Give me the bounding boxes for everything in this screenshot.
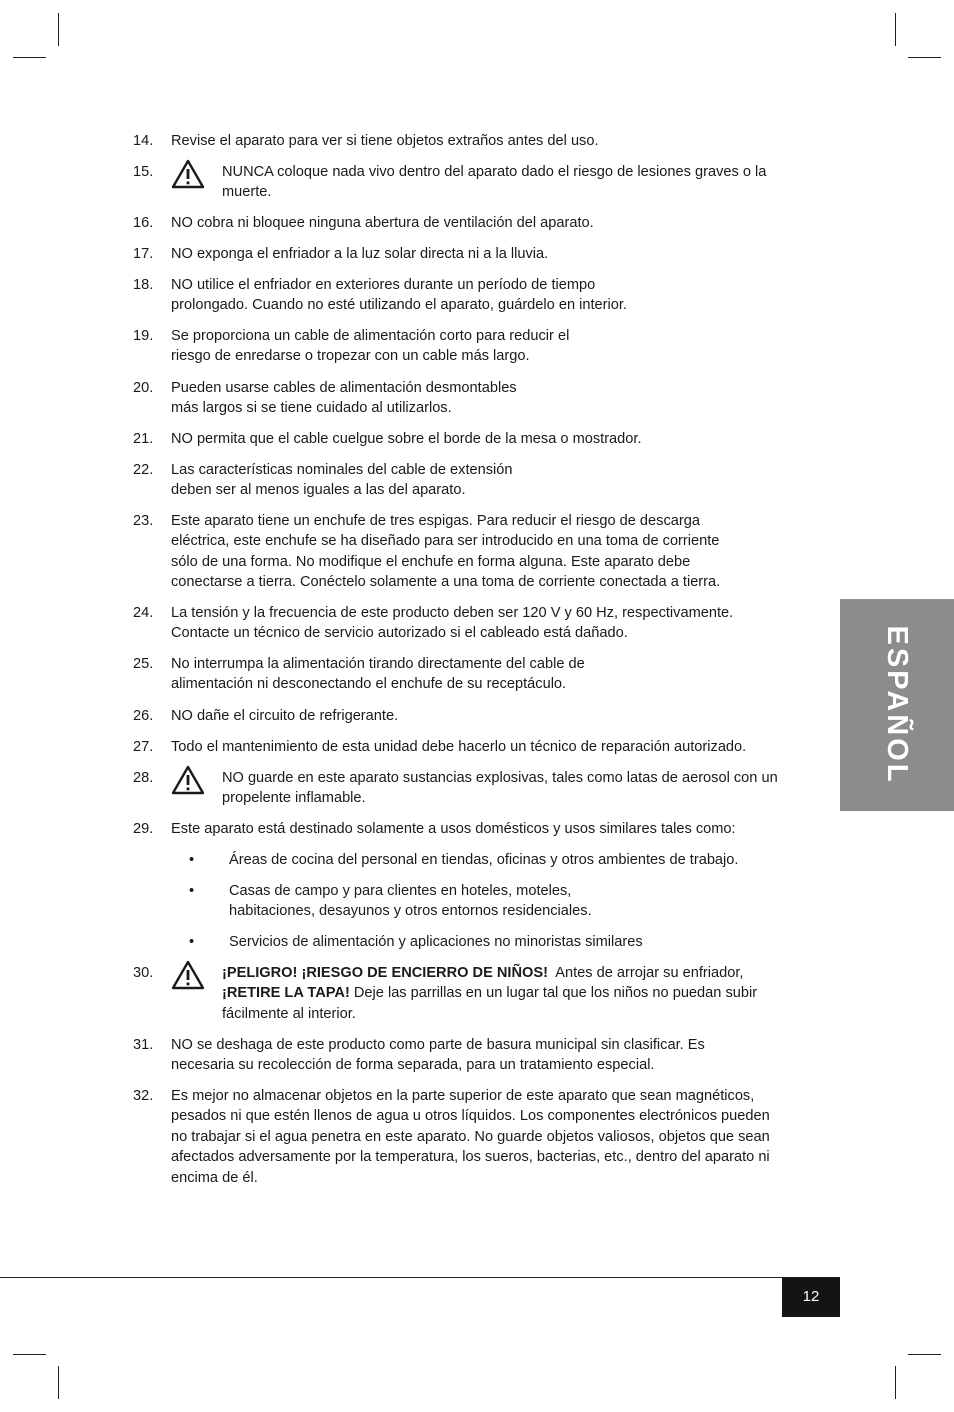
item-line: propelente inflamable. (222, 790, 366, 807)
item-line: sólo de una forma. No modifique el enchufe en forma alguna. Este aparato debe (171, 553, 691, 570)
item-text (171, 378, 831, 419)
item-line: NO permita que el cable cuelgue sobre el borde de la mesa o mostrador. (171, 431, 642, 447)
item-line: riesgo de enredarse o tropezar con un cable más largo. (171, 348, 530, 365)
item-number: 26. (133, 708, 154, 724)
item-number: 29. (133, 821, 154, 837)
item-text-segment: Antes de arrojar su enfriador, (547, 965, 744, 981)
bullet-line: Servicios de alimentación y aplicaciones no minoristas similares (229, 934, 643, 950)
item-number: 28. (133, 770, 154, 786)
item-line: La tensión y la frecuencia de este producto deben ser 120 V y 60 Hz, respectivamente. (171, 605, 734, 621)
item-line: prolongado. Cuando no esté utilizando el aparato, guárdelo en interior. (171, 297, 627, 314)
item-number: 23. (133, 513, 154, 529)
item-text (171, 1035, 831, 1076)
bullet-line: Áreas de cocina del personal en tiendas, oficinas y otros ambientes de trabajo. (229, 852, 739, 868)
item-line: deben ser al menos iguales a las del aparato. (171, 482, 466, 499)
item-line: alimentación ni desconectando el enchufe de su receptáculo. (171, 676, 567, 693)
item-line: Las características nominales del cable de extensión (171, 462, 513, 478)
item-number: 31. (133, 1037, 154, 1053)
item-line: NO dañe el circuito de refrigerante. (171, 708, 399, 724)
bullet-icon: • (189, 934, 195, 950)
bullet-text (229, 881, 829, 922)
item-line: fácilmente al interior. (222, 1005, 356, 1022)
remove-lid-warning: ¡RETIRE LA TAPA! (222, 985, 350, 1002)
item-text-segment: Deje las parrillas en un lugar tal que los niños no puedan subir (349, 985, 758, 1002)
item-line: NO exponga el enfriador a la luz solar directa ni a la lluvia. (171, 246, 549, 262)
crop-mark (13, 57, 46, 58)
item-number: 32. (133, 1088, 154, 1104)
item-text (171, 603, 831, 644)
item-line: NUNCA coloque nada vivo dentro del aparato dado el riesgo de lesiones graves o la (222, 164, 767, 180)
item-number: 16. (133, 215, 154, 231)
crop-mark (908, 1354, 941, 1355)
item-line (222, 963, 832, 983)
language-label: ESPAÑOL (881, 625, 914, 785)
bullet-icon: • (189, 852, 195, 868)
item-text (171, 460, 831, 501)
item-text (171, 429, 831, 449)
item-line: pesados ni que estén llenos de agua u otros líquidos. Los componentes electrónicos pueden (171, 1108, 770, 1125)
item-text (171, 737, 831, 757)
language-side-tab (840, 599, 954, 811)
item-line (222, 983, 832, 1003)
item-text (171, 654, 831, 695)
item-line: Contacte un técnico de servicio autorizado si el cableado está dañado. (171, 625, 628, 642)
danger-heading: ¡PELIGRO! ¡RIESGO DE ENCIERRO DE NIÑOS! (222, 965, 548, 981)
item-line: Se proporciona un cable de alimentación corto para reducir el (171, 328, 570, 344)
item-line: No interrumpa la alimentación tirando directamente del cable de (171, 656, 585, 672)
crop-mark (895, 1366, 896, 1399)
bullet-text (229, 850, 829, 870)
item-text (171, 706, 831, 726)
item-line: conectarse a tierra. Conéctelo solamente a una toma de corriente conectada a tierra. (171, 574, 721, 591)
item-text (171, 244, 831, 264)
item-text (171, 1086, 831, 1188)
bullet-text (229, 932, 829, 952)
crop-mark (58, 13, 59, 46)
item-line: eléctrica, este enchufe se ha diseñado para ser introducido en una toma de corriente (171, 533, 720, 550)
warning-triangle-icon (171, 159, 205, 189)
item-line: NO utilice el enfriador en exteriores durante un período de tiempo (171, 277, 596, 293)
bullet-icon: • (189, 883, 195, 899)
footer-rule (0, 1277, 840, 1278)
item-number: 22. (133, 462, 154, 478)
item-line: afectados adversamente por la temperatura, los sueros, bacterias, etc., dentro del aparato ni (171, 1149, 770, 1166)
item-line: Este aparato está destinado solamente a usos domésticos y usos similares tales como: (171, 821, 736, 837)
item-line: NO guarde en este aparato sustancias explosivas, tales como latas de aerosol con un (222, 770, 778, 786)
bullet-line: Casas de campo y para clientes en hoteles, moteles, (229, 883, 572, 899)
item-text (171, 819, 831, 839)
item-number: 27. (133, 739, 154, 755)
warning-triangle-icon (171, 765, 205, 795)
item-line: Es mejor no almacenar objetos en la parte superior de este aparato que sean magnéticos, (171, 1088, 755, 1104)
item-number: 24. (133, 605, 154, 621)
item-number: 18. (133, 277, 154, 293)
item-line: más largos si se tiene cuidado al utilizarlos. (171, 400, 452, 417)
item-number: 25. (133, 656, 154, 672)
item-text (171, 131, 831, 151)
item-text (171, 326, 831, 367)
item-text (171, 511, 831, 593)
item-line: Revise el aparato para ver si tiene objetos extraños antes del uso. (171, 133, 599, 149)
item-line: NO se deshaga de este producto como parte de basura municipal sin clasificar. Es (171, 1037, 705, 1053)
item-number: 14. (133, 133, 154, 149)
item-number: 17. (133, 246, 154, 262)
item-number: 20. (133, 380, 154, 396)
item-number: 21. (133, 431, 154, 447)
crop-mark (58, 1366, 59, 1399)
warning-triangle-icon (171, 960, 205, 990)
item-line: Este aparato tiene un enchufe de tres espigas. Para reducir el riesgo de descarga (171, 513, 700, 529)
item-number: 19. (133, 328, 154, 344)
crop-mark (895, 13, 896, 46)
item-line: muerte. (222, 184, 272, 201)
page-number: 12 (782, 1278, 840, 1317)
item-number: 15. (133, 164, 154, 180)
item-text (171, 213, 831, 233)
item-line: NO cobra ni bloquee ninguna abertura de ventilación del aparato. (171, 215, 594, 231)
bullet-line: habitaciones, desayunos y otros entornos residenciales. (229, 903, 592, 920)
crop-mark (908, 57, 941, 58)
item-line: necesaria su recolección de forma separada, para un tratamiento especial. (171, 1057, 655, 1074)
item-line: Pueden usarse cables de alimentación desmontables (171, 380, 517, 396)
item-number: 30. (133, 965, 154, 981)
item-line: no trabajar si el agua penetra en este aparato. No guarde objetos valiosos, objetos que sean (171, 1128, 770, 1145)
item-text (171, 275, 831, 316)
crop-mark (13, 1354, 46, 1355)
item-line: encima de él. (171, 1169, 258, 1186)
item-text (222, 768, 832, 809)
item-text (222, 963, 832, 1024)
item-line: Todo el mantenimiento de esta unidad debe hacerlo un técnico de reparación autorizado. (171, 739, 747, 755)
item-text (222, 162, 832, 203)
